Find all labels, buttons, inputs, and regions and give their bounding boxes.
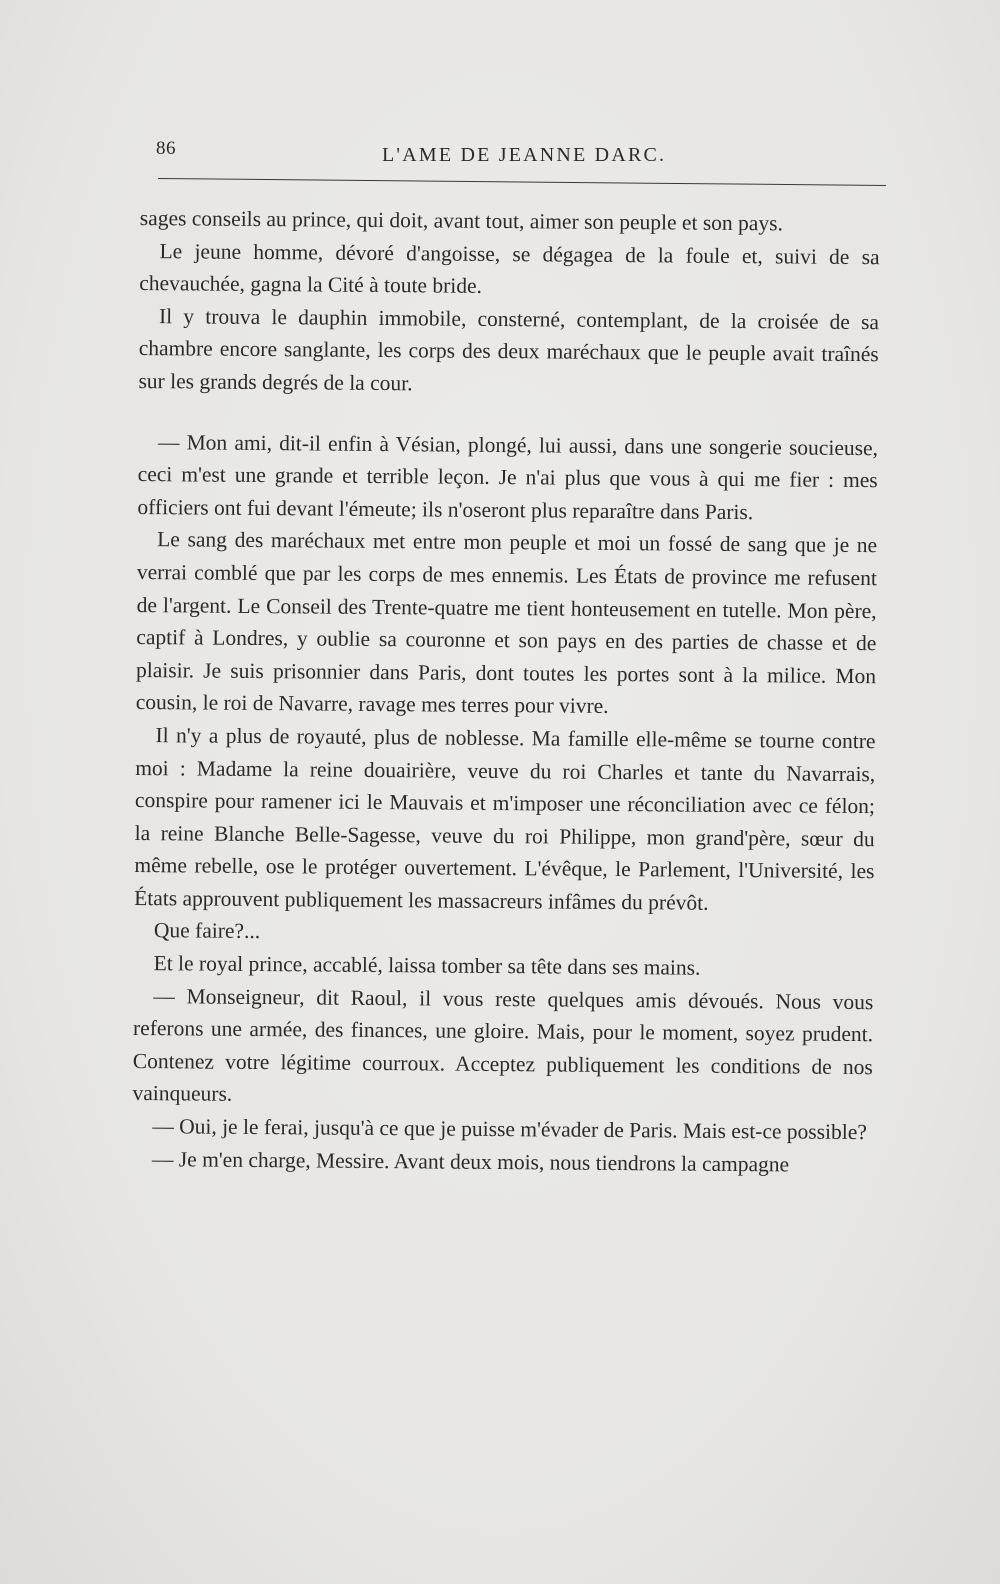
paragraph: Le jeune homme, dévoré d'angoisse, se dégagea de la foule et, suivi de sa chevauchée, gagna la Cité à toute bride. [139,238,880,299]
body-text [132,202,880,1181]
paragraph: — Oui, je le ferai, jusqu'à ce que je puisse m'évader de Paris. Mais est-ce possible? [152,1114,867,1145]
paragraph: Il y trouva le dauphin immobile, consterné, contemplant, de la croisée de sa chambre encore sanglante, les corps des deux maréchaux que le peuple avait traînés sur les grands degrés de la cour. [138,303,880,396]
paragraph: — Je m'en charge, Messire. Avant deux mois, nous tiendrons la campagne [151,1146,790,1177]
paragraph: Et le royal prince, accablé, laissa tomber sa tête dans ses mains. [153,951,701,980]
paragraph: Que faire?... [153,918,261,944]
running-title: L'AME DE JEANNE DARC. [382,144,667,166]
paragraph: sages conseils au prince, qui doit, avant tout, aimer son peuple et son pays. [139,205,784,236]
paragraph: Il n'y a plus de royauté, plus de noblesse. Ma famille elle-même se tourne contre moi : Madame la reine douairière, veuve du roi Charles et tante du Navarrais, conspire pour ramener ici le Mauvais et m'imposer une réconciliation avec ce félon; la reine Blanche Belle-Sagesse, veuve du roi Philippe, mon grand'père, sœur du même rebelle, ose le protéger ouvertement. L'évêque, le Parlement, l'Université, les États approuvent publiquement les massacreurs infâmes du prévôt. [134,723,876,915]
page-number: 86 [156,138,176,159]
paragraph: — Mon ami, dit-il enfin à Vésian, plongé, lui aussi, dans une songerie soucieuse, ceci m'est une grande et terrible leçon. Je n'ai plus que vous à qui me fier : mes officiers ont fui devant l'émeute; ils n'oseront plus reparaître dans Paris. [137,429,879,524]
header-rule [158,178,886,186]
paragraph: — Monseigneur, dit Raoul, il vous reste quelques amis dévoués. Nous vous referons une armée, des finances, une gloire. Mais, pour le moment, soyez prudent. Contenez votre légitime courroux. Acceptez publiquement les conditions de nos vainqueurs. [132,983,874,1107]
page-header [152,134,882,170]
paragraph: Le sang des maréchaux met entre mon peuple et moi un fossé de sang que je ne verrai comblé que par les corps de mes ennemis. Les États de province me refusent de l'argent. Le Conseil des Trente-quatre me tient honteusement en tutelle. Mon père, captif à Londres, y oublie sa couronne et son pays en des parties de chasse et de plaisir. Je suis prisonnier dans Paris, dont toutes les portes sont à la milice. Mon cousin, le roi de Navarre, ravage mes terres pour vivre. [135,527,878,719]
